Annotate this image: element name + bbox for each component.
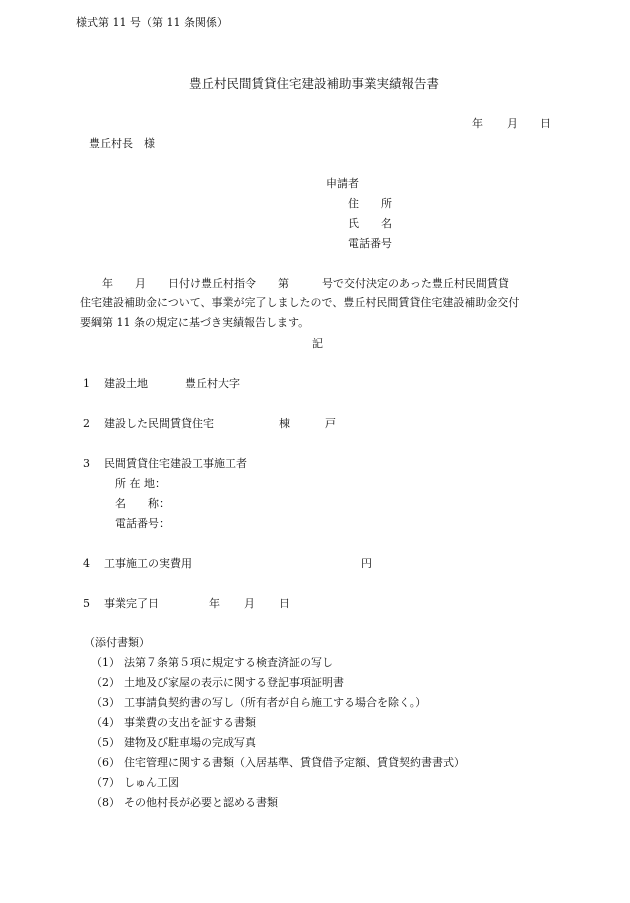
item5-year: 年 xyxy=(209,597,220,610)
attachment-text: 工事請負契約書の写し（所有者が自ら施工する場合を除く。） xyxy=(124,696,427,709)
item1-number: 1 xyxy=(83,377,90,390)
body-line-2: 住宅建設補助金について、事業が完了しましたので、豊丘村民間賃貸住宅建設補助金交付 xyxy=(80,296,520,309)
attachment-text: しゅん工図 xyxy=(124,776,179,789)
item2-unit-door: 戸 xyxy=(325,417,336,430)
date-month: 月 xyxy=(507,117,518,130)
addressee: 豊丘村長 様 xyxy=(89,137,155,150)
item5-day: 日 xyxy=(279,597,290,610)
attachment-text: 住宅管理に関する書類（入居基準、賃貸借予定額、賃貸契約書書式） xyxy=(124,756,465,769)
attachment-num: （2） xyxy=(91,676,120,689)
body-line-3: 要綱第 11 条の規定に基づき実績報告します。 xyxy=(80,316,310,329)
item3-name-label: 名 称： xyxy=(115,497,170,510)
applicant-heading: 申請者 xyxy=(326,177,359,190)
item5-number: 5 xyxy=(83,597,90,610)
attachment-num: （5） xyxy=(91,736,120,749)
item5-month: 月 xyxy=(244,597,255,610)
item3-number: 3 xyxy=(83,457,90,470)
attachment-text: その他村長が必要と認める書類 xyxy=(124,796,278,809)
attachment-text: 法第７条第５項に規定する検査済証の写し xyxy=(124,656,333,669)
item3-phone-label: 電話番号： xyxy=(115,517,170,530)
attachment-num: （1） xyxy=(91,656,120,669)
date-year: 年 xyxy=(472,117,483,130)
form-number: 様式第 11 号（第 11 条関係） xyxy=(76,16,228,29)
body-line-1: 年 月 日付け豊丘村指令 第 号で交付決定のあった豊丘村民間賃貸 xyxy=(80,277,509,290)
item1-value: 豊丘村大字 xyxy=(185,377,240,390)
item3-label: 民間賃貸住宅建設工事施工者 xyxy=(104,457,247,470)
item4-number: 4 xyxy=(83,557,90,570)
applicant-name-label: 氏 名 xyxy=(348,217,392,230)
applicant-phone-label: 電話番号 xyxy=(348,237,392,250)
date-day: 日 xyxy=(540,117,551,130)
item2-unit-building: 棟 xyxy=(279,417,290,430)
attachment-num: （7） xyxy=(91,776,120,789)
document-title: 豊丘村民間賃貸住宅建設補助事業実績報告書 xyxy=(189,76,440,91)
item4-label: 工事施工の実費用 xyxy=(104,557,192,570)
item1-label: 建設土地 xyxy=(104,377,148,390)
attachment-num: （3） xyxy=(91,696,120,709)
item3-location-label: 所 在 地： xyxy=(115,477,166,490)
item2-number: 2 xyxy=(83,417,90,430)
item2-label: 建設した民間賃貸住宅 xyxy=(104,417,214,430)
attachment-text: 事業費の支出を証する書類 xyxy=(124,716,256,729)
attachment-text: 建物及び駐車場の完成写真 xyxy=(124,736,256,749)
item5-label: 事業完了日 xyxy=(104,597,159,610)
applicant-address-label: 住 所 xyxy=(348,197,392,210)
attachment-num: （6） xyxy=(91,756,120,769)
attachment-num: （8） xyxy=(91,796,120,809)
ki-label: 記 xyxy=(312,337,323,350)
attachment-text: 土地及び家屋の表示に関する登記事項証明書 xyxy=(124,676,344,689)
item4-unit: 円 xyxy=(361,557,372,570)
attachment-num: （4） xyxy=(91,716,120,729)
attachments-heading: （添付書類） xyxy=(84,636,150,649)
